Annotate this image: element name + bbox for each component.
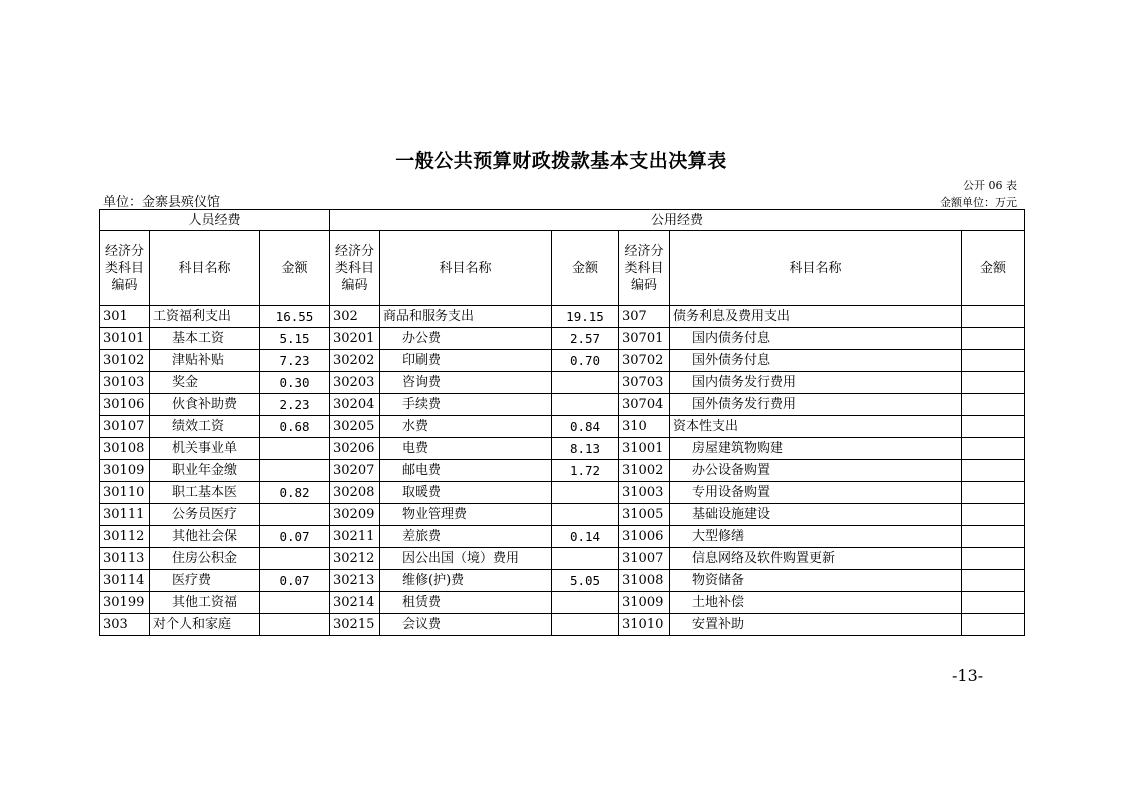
table-row (100, 592, 1025, 614)
header-code: 经济分类科目编码 (100, 231, 150, 306)
cell-amount (962, 350, 1025, 372)
header-name: 科目名称 (380, 231, 552, 306)
table-row (100, 306, 1025, 328)
cell-amount (962, 504, 1025, 526)
cell-name: 资本性支出 (670, 416, 962, 438)
table-row (100, 504, 1025, 526)
cell-amount (962, 394, 1025, 416)
cell-name: 基本工资 (150, 328, 260, 350)
cell-code: 30209 (330, 504, 380, 526)
cell-code: 30214 (330, 592, 380, 614)
cell-name: 大型修缮 (670, 526, 962, 548)
cell-name: 其他社会保 (150, 526, 260, 548)
cell-name: 租赁费 (380, 592, 552, 614)
cell-code: 30108 (100, 438, 150, 460)
cell-code: 307 (619, 306, 670, 328)
cell-code: 30215 (330, 614, 380, 636)
cell-name: 专用设备购置 (670, 482, 962, 504)
page-title: 一般公共预算财政拨款基本支出决算表 (395, 150, 727, 172)
cell-code: 30201 (330, 328, 380, 350)
cell-name: 咨询费 (380, 372, 552, 394)
cell-amount: 0.14 (552, 526, 619, 548)
cell-code: 30703 (619, 372, 670, 394)
header-name: 科目名称 (670, 231, 962, 306)
cell-code: 30102 (100, 350, 150, 372)
cell-code: 303 (100, 614, 150, 636)
cell-code: 30112 (100, 526, 150, 548)
cell-code: 30103 (100, 372, 150, 394)
cell-name: 公务员医疗 (150, 504, 260, 526)
cell-amount (962, 416, 1025, 438)
cell-code: 310 (619, 416, 670, 438)
header-code: 经济分类科目编码 (330, 231, 380, 306)
cell-name: 办公设备购置 (670, 460, 962, 482)
cell-amount: 7.23 (260, 350, 330, 372)
table-code: 公开 06 表 (963, 179, 1017, 192)
cell-code: 30702 (619, 350, 670, 372)
cell-code: 31003 (619, 482, 670, 504)
cell-code: 31005 (619, 504, 670, 526)
section-public: 公用经费 (330, 210, 1025, 231)
cell-name: 国内债务发行费用 (670, 372, 962, 394)
cell-code: 30101 (100, 328, 150, 350)
cell-code: 30205 (330, 416, 380, 438)
header-name: 科目名称 (150, 231, 260, 306)
cell-code: 30109 (100, 460, 150, 482)
unit-label: 单位：金寨县殡仪馆 (103, 195, 221, 210)
cell-amount (552, 372, 619, 394)
cell-name: 机关事业单 (150, 438, 260, 460)
cell-amount: 1.72 (552, 460, 619, 482)
cell-name: 会议费 (380, 614, 552, 636)
cell-amount (260, 548, 330, 570)
cell-code: 31010 (619, 614, 670, 636)
cell-amount: 0.68 (260, 416, 330, 438)
cell-amount: 16.55 (260, 306, 330, 328)
cell-code: 30207 (330, 460, 380, 482)
cell-code: 30114 (100, 570, 150, 592)
header-amount: 金额 (260, 231, 330, 306)
cell-amount: 5.15 (260, 328, 330, 350)
table-row (100, 548, 1025, 570)
cell-amount (962, 306, 1025, 328)
cell-name: 工资福利支出 (150, 306, 260, 328)
cell-code: 30106 (100, 394, 150, 416)
cell-name: 水费 (380, 416, 552, 438)
cell-amount (260, 592, 330, 614)
cell-code: 30206 (330, 438, 380, 460)
cell-code: 30203 (330, 372, 380, 394)
cell-name: 奖金 (150, 372, 260, 394)
cell-amount (962, 526, 1025, 548)
table-row (100, 614, 1025, 636)
cell-name: 物资储备 (670, 570, 962, 592)
cell-code: 30212 (330, 548, 380, 570)
section-personnel: 人员经费 (100, 210, 330, 231)
cell-name: 基础设施建设 (670, 504, 962, 526)
cell-amount: 0.82 (260, 482, 330, 504)
cell-amount (962, 328, 1025, 350)
cell-name: 债务利息及费用支出 (670, 306, 962, 328)
header-amount: 金额 (552, 231, 619, 306)
cell-amount (962, 548, 1025, 570)
cell-amount: 2.57 (552, 328, 619, 350)
cell-name: 土地补偿 (670, 592, 962, 614)
cell-amount (962, 438, 1025, 460)
cell-name: 因公出国（境）费用 (380, 548, 552, 570)
cell-amount (260, 460, 330, 482)
cell-name: 安置补助 (670, 614, 962, 636)
cell-name: 办公费 (380, 328, 552, 350)
header-code: 经济分类科目编码 (619, 231, 670, 306)
cell-code: 31002 (619, 460, 670, 482)
cell-name: 津贴补贴 (150, 350, 260, 372)
cell-code: 31009 (619, 592, 670, 614)
table-row (100, 416, 1025, 438)
cell-code: 30208 (330, 482, 380, 504)
cell-name: 差旅费 (380, 526, 552, 548)
table-row (100, 460, 1025, 482)
cell-amount (962, 372, 1025, 394)
cell-amount (552, 548, 619, 570)
cell-amount: 0.07 (260, 570, 330, 592)
cell-code: 30701 (619, 328, 670, 350)
cell-code: 30211 (330, 526, 380, 548)
cell-name: 职业年金缴 (150, 460, 260, 482)
cell-name: 房屋建筑物购建 (670, 438, 962, 460)
cell-amount (260, 438, 330, 460)
cell-code: 31008 (619, 570, 670, 592)
table-row (100, 570, 1025, 592)
cell-name: 国外债务发行费用 (670, 394, 962, 416)
budget-table (99, 209, 1025, 636)
cell-name: 邮电费 (380, 460, 552, 482)
cell-amount (552, 394, 619, 416)
cell-amount (962, 460, 1025, 482)
cell-name: 取暖费 (380, 482, 552, 504)
amount-unit: 金额单位：万元 (940, 196, 1017, 209)
cell-name: 住房公积金 (150, 548, 260, 570)
cell-amount: 19.15 (552, 306, 619, 328)
table-row (100, 438, 1025, 460)
cell-name: 其他工资福 (150, 592, 260, 614)
cell-amount: 8.13 (552, 438, 619, 460)
cell-name: 物业管理费 (380, 504, 552, 526)
cell-code: 31007 (619, 548, 670, 570)
cell-name: 伙食补助费 (150, 394, 260, 416)
cell-code: 30113 (100, 548, 150, 570)
cell-amount (962, 614, 1025, 636)
page-number: -13- (952, 666, 984, 685)
cell-amount (962, 592, 1025, 614)
cell-code: 30110 (100, 482, 150, 504)
cell-amount (260, 504, 330, 526)
cell-code: 30111 (100, 504, 150, 526)
cell-amount: 5.05 (552, 570, 619, 592)
cell-amount (552, 614, 619, 636)
cell-name: 绩效工资 (150, 416, 260, 438)
header-amount: 金额 (962, 231, 1025, 306)
table-row (100, 328, 1025, 350)
cell-name: 医疗费 (150, 570, 260, 592)
cell-name: 对个人和家庭 (150, 614, 260, 636)
table-row (100, 526, 1025, 548)
cell-code: 30213 (330, 570, 380, 592)
cell-code: 31001 (619, 438, 670, 460)
cell-name: 国内债务付息 (670, 328, 962, 350)
cell-code: 30202 (330, 350, 380, 372)
cell-name: 信息网络及软件购置更新 (670, 548, 962, 570)
cell-code: 31006 (619, 526, 670, 548)
table-row (100, 482, 1025, 504)
cell-code: 30204 (330, 394, 380, 416)
cell-amount: 0.84 (552, 416, 619, 438)
cell-name: 手续费 (380, 394, 552, 416)
cell-amount: 0.07 (260, 526, 330, 548)
cell-name: 国外债务付息 (670, 350, 962, 372)
cell-name: 商品和服务支出 (380, 306, 552, 328)
cell-amount (552, 592, 619, 614)
cell-amount (552, 482, 619, 504)
table-row (100, 350, 1025, 372)
cell-name: 印刷费 (380, 350, 552, 372)
cell-amount: 0.70 (552, 350, 619, 372)
table-row (100, 394, 1025, 416)
cell-code: 30704 (619, 394, 670, 416)
cell-amount (962, 482, 1025, 504)
cell-code: 301 (100, 306, 150, 328)
cell-amount: 2.23 (260, 394, 330, 416)
cell-name: 电费 (380, 438, 552, 460)
cell-name: 职工基本医 (150, 482, 260, 504)
cell-amount (552, 504, 619, 526)
cell-amount (962, 570, 1025, 592)
cell-amount: 0.30 (260, 372, 330, 394)
cell-amount (260, 614, 330, 636)
cell-code: 30107 (100, 416, 150, 438)
cell-name: 维修(护)费 (380, 570, 552, 592)
table-row (100, 372, 1025, 394)
cell-code: 30199 (100, 592, 150, 614)
cell-code: 302 (330, 306, 380, 328)
